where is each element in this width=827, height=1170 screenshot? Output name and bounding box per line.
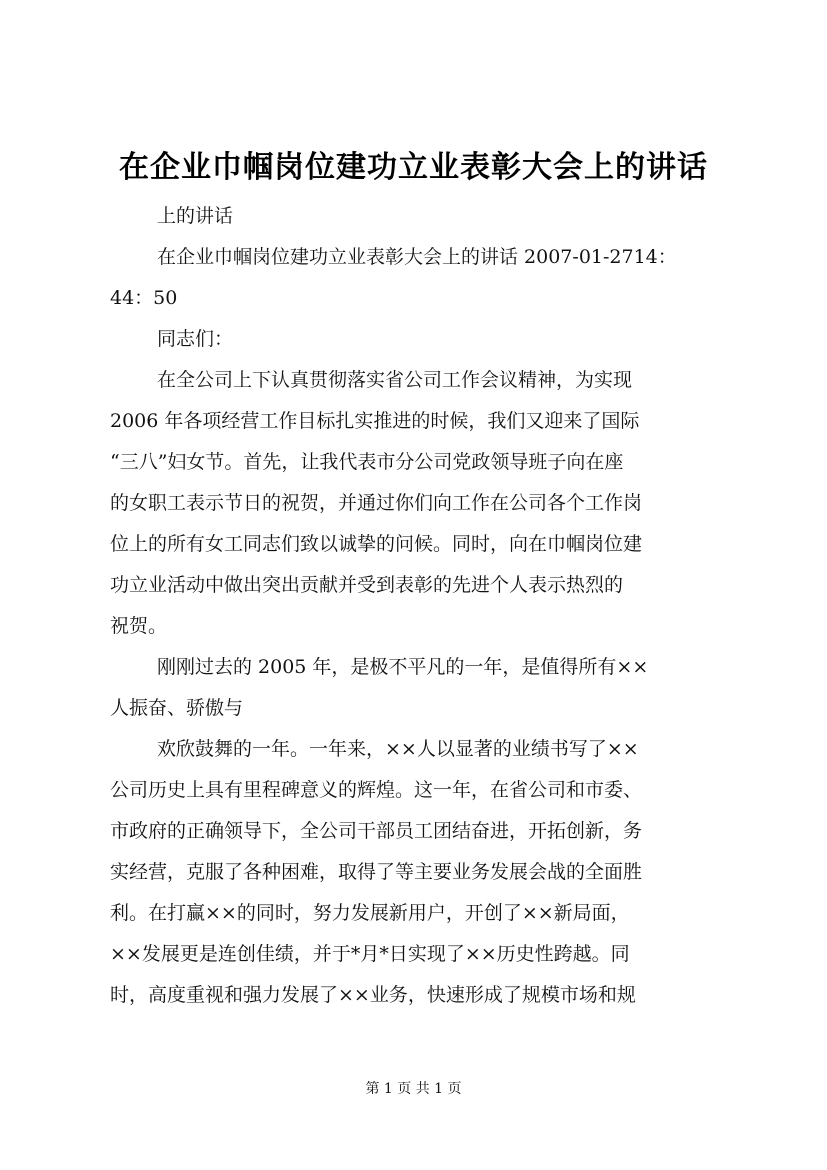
body-line: 刚刚过去的 2005 年，是极不平凡的一年，是值得所有×× [157, 656, 649, 678]
body-line: 利。在打赢××的同时，努力发展新用户，开创了××新局面， [110, 902, 630, 924]
body-line: 同志们： [157, 328, 234, 350]
body-line: 功立业活动中做出突出贡献并受到表彰的先进个人表示热烈的 [110, 574, 624, 596]
body-line: 实经营，克服了各种困难，取得了等主要业务发展会战的全面胜 [110, 861, 643, 883]
body-line: 公司历史上具有里程碑意义的辉煌。这一年，在省公司和市委、 [110, 779, 643, 801]
body-line: 在全公司上下认真贯彻落实省公司工作会议精神，为实现 [157, 369, 633, 391]
body-line: 市政府的正确领导下，全公司干部员工团结奋进，开拓创新，务 [110, 820, 643, 842]
body-line: 44：50 [110, 287, 178, 309]
body-line: 的女职工表示节日的祝贺，并通过你们向工作在公司各个工作岗 [110, 492, 643, 514]
page-footer: 第 1 页 共 1 页 [365, 1081, 462, 1097]
body-line: 欢欣鼓舞的一年。一年来，××人以显著的业绩书写了×× [157, 738, 639, 760]
body-line: 祝贺。 [110, 615, 168, 637]
document-body [110, 196, 720, 1016]
document-title: 在企业巾帼岗位建功立业表彰大会上的讲话 [119, 150, 708, 185]
body-line: 人振奋、骄傲与 [110, 697, 244, 719]
body-line: “三八”妇女节。首先，让我代表市分公司党政领导班子向在座 [110, 451, 624, 473]
body-line: 上的讲话 [157, 205, 234, 227]
body-line: 位上的所有女工同志们致以诚挚的问候。同时，向在巾帼岗位建 [110, 533, 643, 555]
body-line: ××发展更是连创佳绩，并于*月*日实现了××历史性跨越。同 [110, 943, 630, 965]
body-line: 时，高度重视和强力发展了××业务，快速形成了规模市场和规 [110, 984, 636, 1006]
body-line: 2006 年各项经营工作目标扎实推进的时候，我们又迎来了国际 [110, 410, 640, 432]
body-line: 在企业巾帼岗位建功立业表彰大会上的讲话 2007-01-2714： [157, 246, 677, 268]
